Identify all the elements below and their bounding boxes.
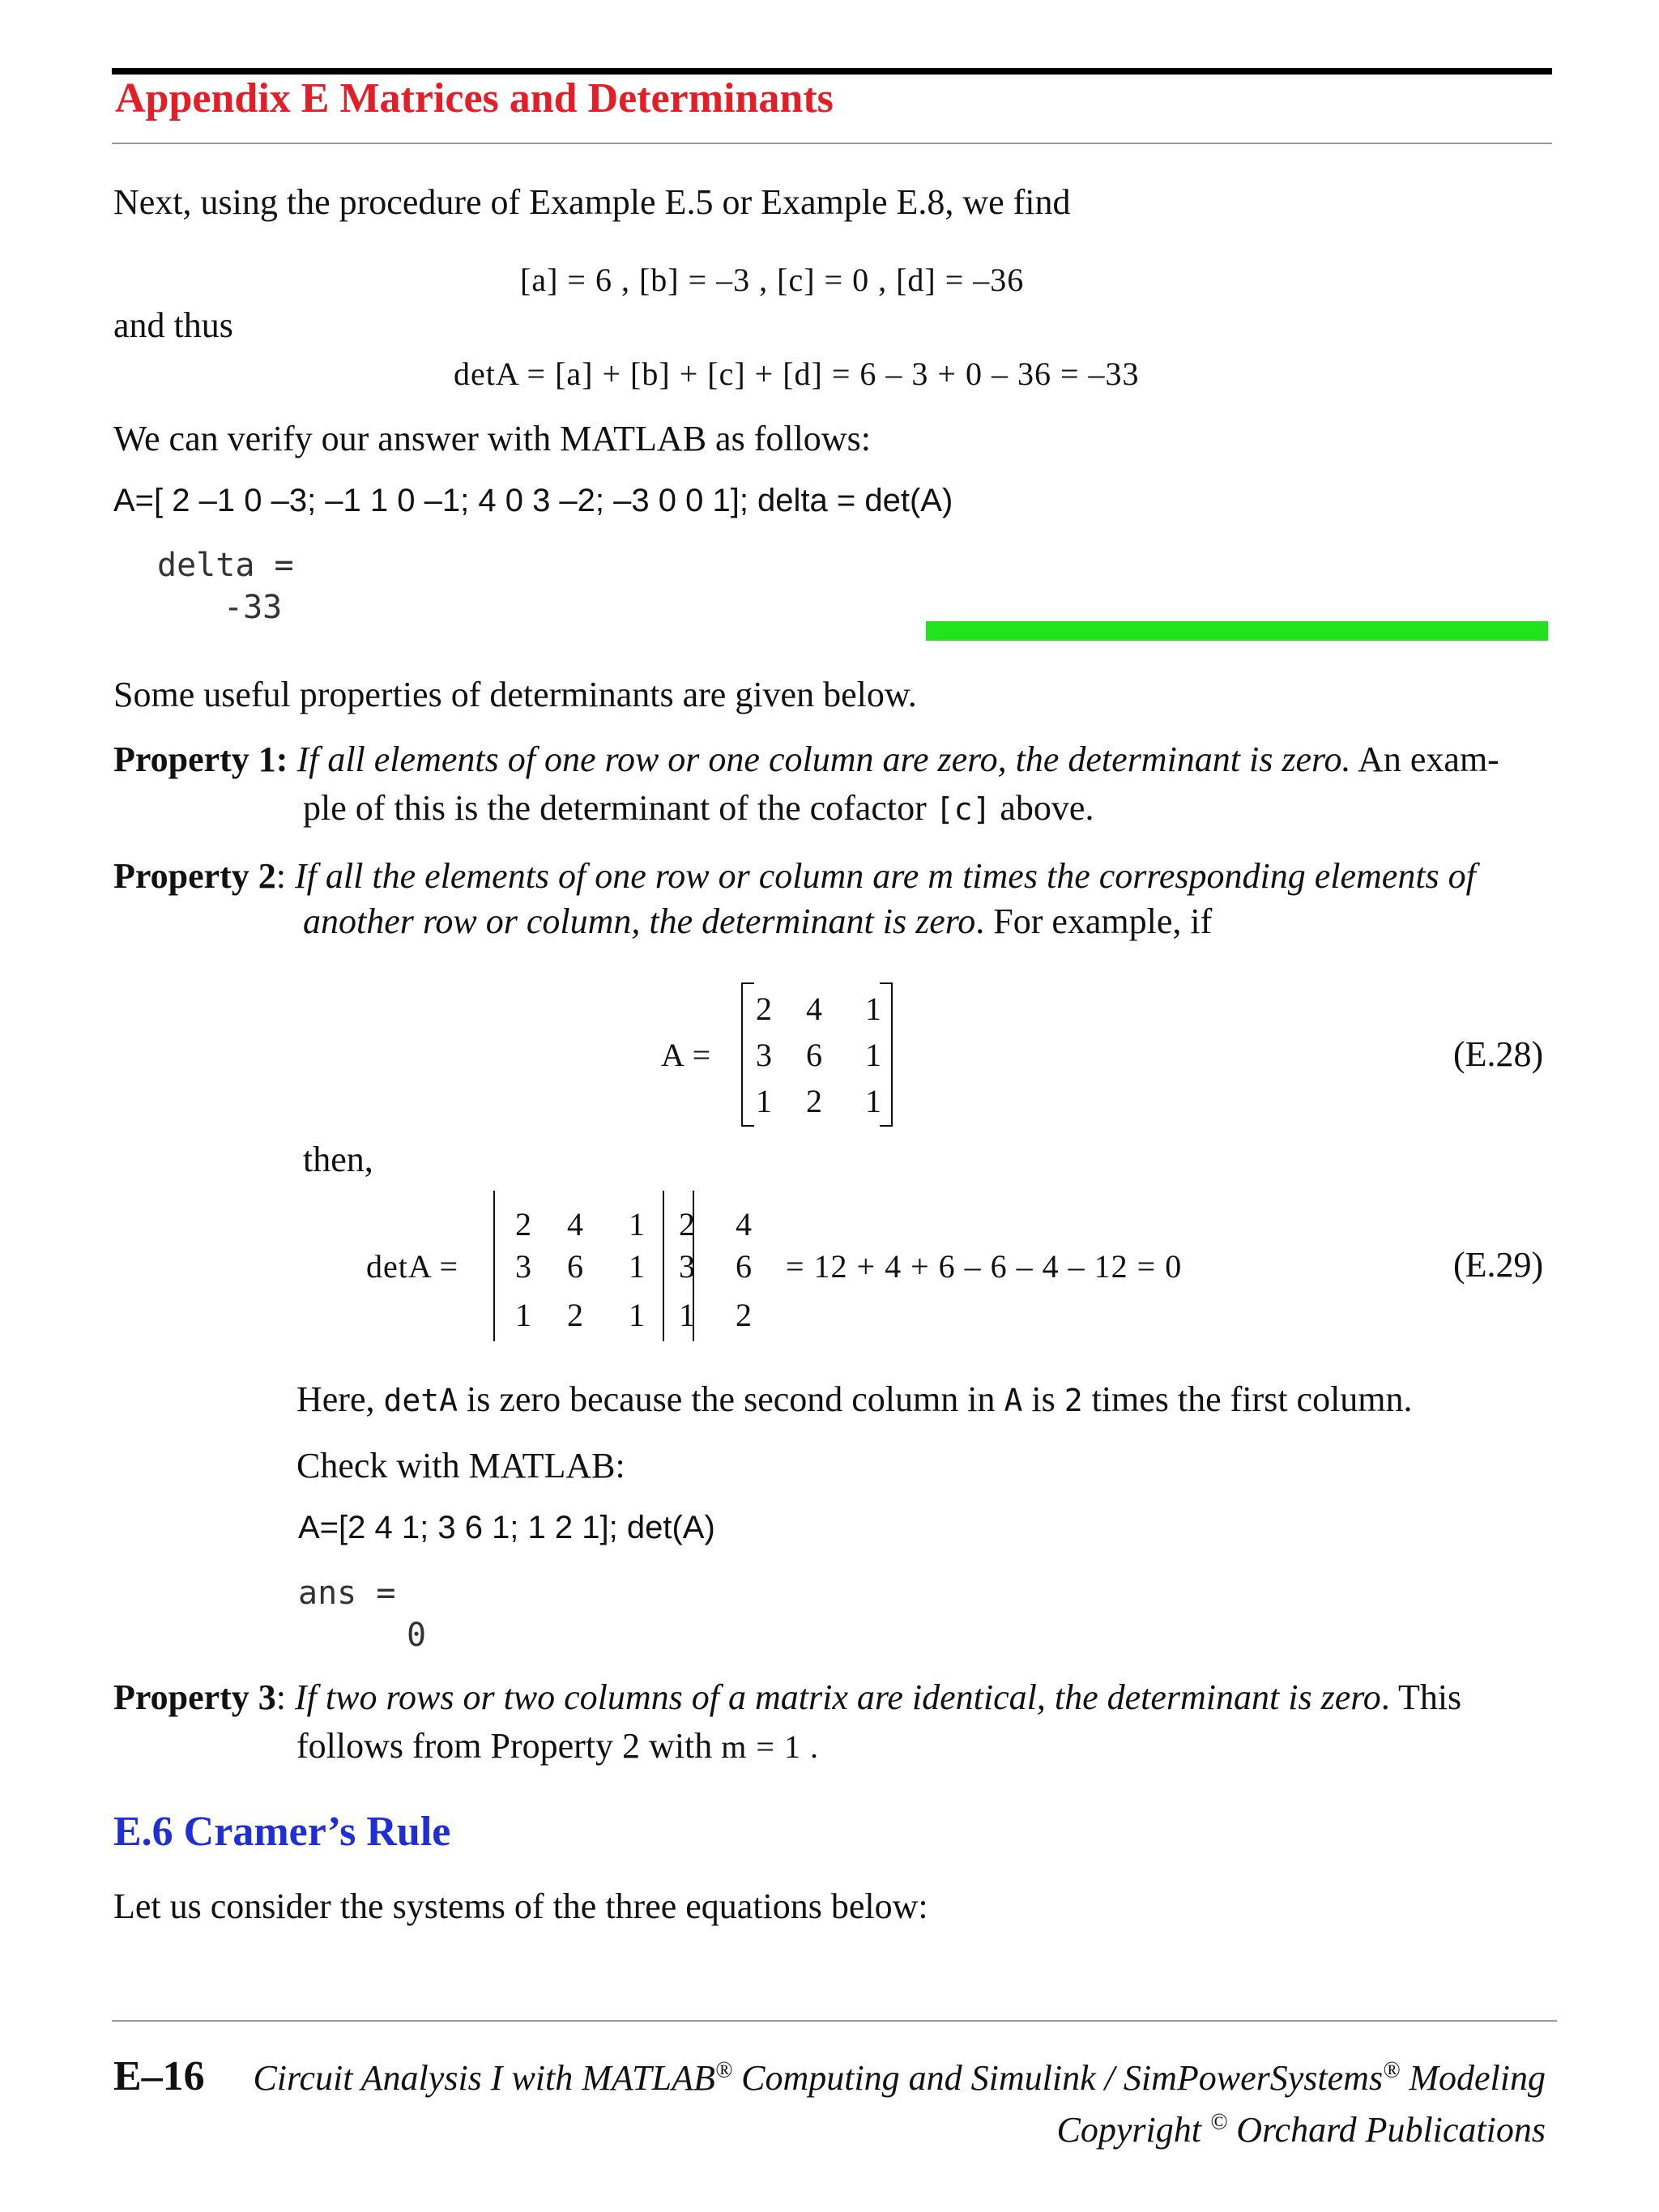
matlab-command-2: A=[2 4 1; 3 6 1; 1 2 1]; det(A) xyxy=(298,1510,715,1545)
det-bar-middle xyxy=(663,1191,664,1341)
det-cell-r3-c3: 1 xyxy=(629,1297,645,1333)
property-2-statement-2: another row or column, the determinant is zero xyxy=(303,901,976,941)
matrix-cell-r3-c1: 1 xyxy=(756,1083,772,1119)
det-cell-r3-c5: 2 xyxy=(736,1297,752,1333)
det-bar-left xyxy=(493,1191,495,1341)
matrix-cell-r3-c3: 1 xyxy=(865,1083,881,1119)
property-3-label: Property 3 xyxy=(113,1677,276,1717)
det-lhs: detA = xyxy=(366,1248,459,1285)
check-matlab-text: Check with MATLAB: xyxy=(296,1446,625,1485)
det-cell-r3-c4: 1 xyxy=(679,1297,695,1333)
cofactor-code: [c] xyxy=(935,791,992,827)
det-cell-r1-c2: 4 xyxy=(567,1206,583,1242)
matlab-output-value-1: -33 xyxy=(224,589,283,626)
matlab-output-label-1: delta = xyxy=(157,547,294,584)
equation-number-e29: (E.29) xyxy=(1453,1245,1544,1285)
property-1-label: Property 1: xyxy=(113,739,288,779)
det-cell-r1-c3: 1 xyxy=(629,1206,645,1242)
determinant-equation: detA = [a] + [b] + [c] + [d] = 6 – 3 + 0 – 36 = –33 xyxy=(454,356,1140,392)
matrix-right-bracket xyxy=(880,982,893,1127)
matrix-cell-r1-c1: 2 xyxy=(756,991,772,1027)
cofactor-values: [a] = 6 , [b] = –3 , [c] = 0 , [d] = –36 xyxy=(520,262,1025,298)
det-cell-r3-c1: 1 xyxy=(515,1297,531,1333)
properties-intro: Some useful properties of determinants are given below. xyxy=(113,675,917,714)
equation-number-e28: (E.28) xyxy=(1453,1034,1544,1074)
matrix-left-bracket xyxy=(741,982,754,1127)
matrix-cell-r2-c1: 3 xyxy=(756,1037,772,1073)
det-cell-r2-c4: 3 xyxy=(679,1248,695,1285)
section-text: Let us consider the systems of the three equations below: xyxy=(113,1886,928,1926)
det-cell-r3-c2: 2 xyxy=(567,1297,583,1333)
det-cell-r2-c1: 3 xyxy=(515,1248,531,1285)
matrix-cell-r2-c3: 1 xyxy=(865,1037,881,1073)
section-title: E.6 Cramer’s Rule xyxy=(113,1809,451,1855)
and-thus-text: and thus xyxy=(113,305,233,345)
property-2-statement-1: If all the elements of one row or column are m times the corresponding elements of xyxy=(295,856,1476,896)
det-cell-r2-c5: 6 xyxy=(736,1248,752,1285)
header-rule xyxy=(112,143,1552,144)
property-3-line-2: follows from Property 2 with m = 1 . xyxy=(296,1726,819,1766)
property-2-line-2: another row or column, the determinant is zero. For example, if xyxy=(303,901,1213,941)
property-1-line-1 xyxy=(113,737,1499,782)
property-1-statement: If all elements of one row or one column are zero, the determinant is zero. xyxy=(296,739,1351,779)
det-cell-r1-c5: 4 xyxy=(736,1206,752,1242)
property-1-rest: An exam- xyxy=(1350,739,1499,779)
property-2-line-1: Property 2: If all the elements of one row or column are m times the corresponding elements of xyxy=(113,856,1476,896)
det-cell-r1-c4: 2 xyxy=(679,1206,695,1242)
property-3-line-1: Property 3: If two rows or two columns of a matrix are identical, the determinant is zero. This xyxy=(113,1677,1462,1717)
matlab-command-1: A=[ 2 –1 0 –3; –1 1 0 –1; 4 0 3 –2; –3 0 0 1]; delta = det(A) xyxy=(113,483,953,518)
then-text: then, xyxy=(303,1140,373,1179)
page-number: E–16 xyxy=(113,2053,205,2099)
explanation-line: Here, detA is zero because the second column in A is 2 times the first column. xyxy=(296,1379,1413,1419)
det-cell-r2-c3: 1 xyxy=(629,1248,645,1285)
intro-line: Next, using the procedure of Example E.5 or Example E.8, we find xyxy=(113,182,1071,222)
det-rhs: = 12 + 4 + 6 – 6 – 4 – 12 = 0 xyxy=(786,1248,1183,1285)
footer-book-title: Circuit Analysis I with MATLAB® Computing and Simulink / SimPowerSystems® Modeling xyxy=(253,2057,1546,2098)
det-cell-r2-c2: 6 xyxy=(567,1248,583,1285)
property-1-line-2: ple of this is the determinant of the cofactor [c] above. xyxy=(303,788,1094,828)
matrix-lhs: A = xyxy=(661,1037,712,1073)
highlight-bar xyxy=(926,621,1548,641)
footer-copyright: Copyright © Orchard Publications xyxy=(1056,2109,1546,2150)
verify-text: We can verify our answer with MATLAB as follows: xyxy=(113,419,871,458)
matrix-cell-r3-c2: 2 xyxy=(806,1083,822,1119)
header-top-rule xyxy=(112,68,1552,75)
property-3-statement: If two rows or two columns of a matrix are identical, the determinant is zero xyxy=(295,1677,1381,1717)
page-header-title: Appendix E Matrices and Determinants xyxy=(115,75,834,121)
matrix-cell-r2-c2: 6 xyxy=(806,1037,822,1073)
matrix-cell-r1-c2: 4 xyxy=(806,991,822,1027)
property-2-label: Property 2 xyxy=(113,856,276,896)
det-cell-r1-c1: 2 xyxy=(515,1206,531,1242)
footer-rule xyxy=(112,2020,1557,2022)
matlab-output-value-2: 0 xyxy=(407,1617,427,1654)
matlab-output-label-2: ans = xyxy=(298,1575,396,1612)
matrix-cell-r1-c3: 1 xyxy=(865,991,881,1027)
